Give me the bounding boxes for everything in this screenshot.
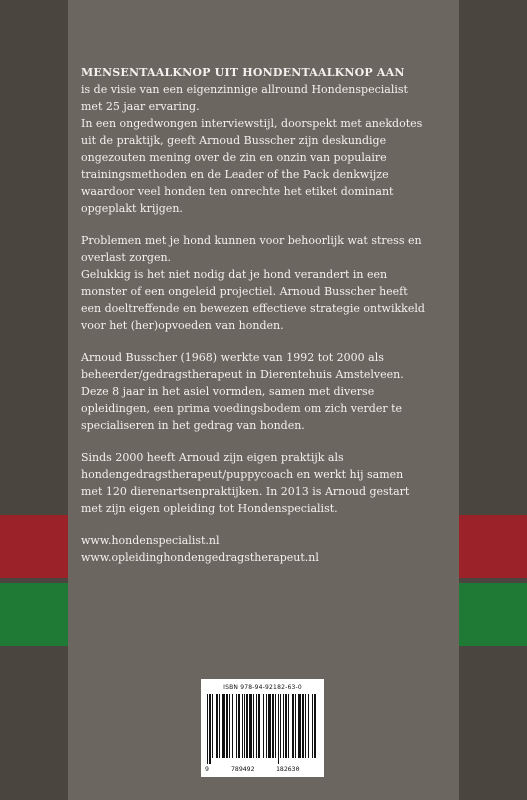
problems-paragraph xyxy=(81,232,459,334)
blurb-line: monster of een ongeleid projectiel. Arnoud Busscher heeft xyxy=(81,285,408,298)
barcode-digits: 789492 xyxy=(231,765,255,773)
website-links xyxy=(81,532,459,566)
blurb-line: specialiseren in het gedrag van honden. xyxy=(81,419,305,432)
blurb-line: met 25 jaar ervaring. xyxy=(81,100,200,113)
blurb-line: Gelukkig is het niet nodig dat je hond verandert in een xyxy=(81,268,388,281)
author-bio-paragraph xyxy=(81,349,459,434)
barcode-digits: 182630 xyxy=(276,765,300,773)
blurb-line: is de visie van een eigenzinnige allround Hondenspecialist xyxy=(81,83,408,96)
barcode-bars xyxy=(207,694,318,764)
blurb-line: overlast zorgen. xyxy=(81,251,172,264)
blurb-line: Problemen met je hond kunnen voor behoorlijk wat stress en xyxy=(81,234,422,247)
isbn-barcode xyxy=(201,679,324,777)
blurb-line: opleidingen, een prima voedingsbodem om zich verder te xyxy=(81,402,403,415)
blurb-line: hondengedragstherapeut/puppycoach en werkt hij samen xyxy=(81,468,404,481)
barcode-digits: 9 xyxy=(205,765,209,773)
headline: MENSENTAALKNOP UIT HONDENTAALKNOP AAN xyxy=(81,66,405,79)
blurb-line: Deze 8 jaar in het asiel vormden, samen met diverse xyxy=(81,385,375,398)
blurb-line: Arnoud Busscher (1968) werkte van 1992 tot 2000 als xyxy=(81,351,384,364)
right-dark-border xyxy=(459,0,527,800)
blurb-line: waardoor veel honden ten onrechte het etiket dominant xyxy=(81,185,394,198)
blurb-text xyxy=(81,64,459,581)
blurb-line: met zijn eigen opleiding tot Hondenspecialist. xyxy=(81,502,338,515)
blurb-line: In een ongedwongen interviewstijl, doorspekt met anekdotes xyxy=(81,117,423,130)
blurb-line: Sinds 2000 heeft Arnoud zijn eigen praktijk als xyxy=(81,451,344,464)
website-link: www.opleidinghondengedragstherapeut.nl xyxy=(81,551,319,564)
practice-paragraph xyxy=(81,449,459,517)
isbn-label: ISBN 978-94-92182-63-0 xyxy=(223,684,302,691)
intro-paragraph xyxy=(81,64,459,217)
blurb-line: voor het (her)opvoeden van honden. xyxy=(81,319,284,332)
blurb-line: ongezouten mening over de zin en onzin van populaire xyxy=(81,151,387,164)
blurb-line: opgeplakt krijgen. xyxy=(81,202,183,215)
website-link: www.hondenspecialist.nl xyxy=(81,534,220,547)
blurb-line: beheerder/gedragstherapeut in Dierentehuis Amstelveen. xyxy=(81,368,404,381)
blurb-line: trainingsmethoden en de Leader of the Pack denkwijze xyxy=(81,168,389,181)
left-dark-border xyxy=(0,0,68,800)
blurb-line: een doeltreffende en bewezen effectieve strategie ontwikkeld xyxy=(81,302,425,315)
blurb-line: uit de praktijk, geeft Arnoud Busscher zijn deskundige xyxy=(81,134,387,147)
blurb-line: met 120 dierenartsenpraktijken. In 2013 is Arnoud gestart xyxy=(81,485,410,498)
